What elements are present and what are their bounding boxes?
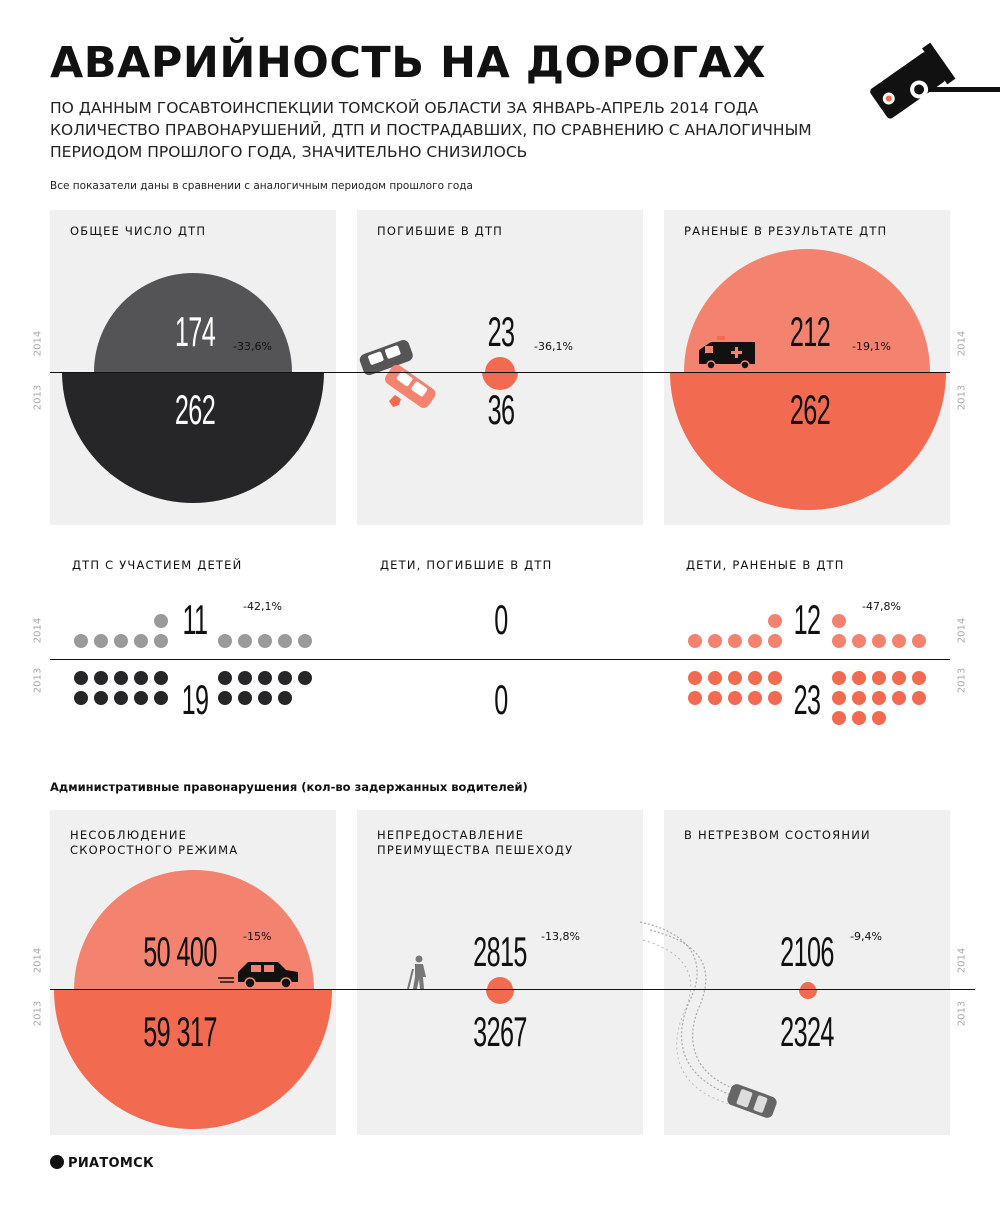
change-deaths: -36,1% xyxy=(534,340,573,353)
panel-title: ПОГИБШИЕ В ДТП xyxy=(377,224,504,238)
change-total: -33,6% xyxy=(233,340,272,353)
value-2014-children-injured: 12 xyxy=(793,596,821,643)
value-2013-drunk: 2324 xyxy=(780,1008,834,1055)
value-2013-total: 262 xyxy=(174,386,216,433)
year-label-2013: 2013 xyxy=(32,667,44,694)
skid-marks xyxy=(640,922,740,1098)
panel-title: В НЕТРЕЗВОМ СОСТОЯНИИ xyxy=(684,828,871,842)
year-label-2014: 2014 xyxy=(956,947,968,974)
drifting-car-icon xyxy=(726,1082,778,1120)
year-label-2013: 2013 xyxy=(956,1000,968,1027)
value-2014-deaths: 23 xyxy=(487,308,515,355)
comparison-note: Все показатели даны в сравнении с аналогичным периодом прошлого года xyxy=(50,180,473,192)
panel-title: ОБЩЕЕ ЧИСЛО ДТП xyxy=(70,224,207,238)
value-2013-children-deaths: 0 xyxy=(494,676,508,723)
change-children-injured: -47,8% xyxy=(862,600,901,613)
change-pedestrian: -13,8% xyxy=(541,930,580,943)
value-2013-injured: 262 xyxy=(789,386,831,433)
change-drunk: -9,4% xyxy=(850,930,882,943)
change-speeding: -15% xyxy=(243,930,272,943)
skid-marks-3 xyxy=(643,940,733,1105)
panel-title: РАНЕНЫЕ В РЕЗУЛЬТАТЕ ДТП xyxy=(684,224,888,238)
value-2013-deaths: 36 xyxy=(487,386,515,433)
value-2013-children-accidents: 19 xyxy=(181,676,209,723)
page-title: АВАРИЙНОСТЬ НА ДОРОГАХ xyxy=(50,38,766,88)
value-2014-injured: 212 xyxy=(789,308,831,355)
year-label-2013: 2013 xyxy=(32,1000,44,1027)
logo-text: РИАТОМСК xyxy=(68,1156,154,1171)
panel-title-children-injured: ДЕТИ, РАНЕНЫЕ В ДТП xyxy=(686,558,845,572)
value-2013-pedestrian: 3267 xyxy=(473,1008,527,1055)
value-2014-children-deaths: 0 xyxy=(494,596,508,643)
year-label-2014: 2014 xyxy=(956,617,968,644)
divider-row3 xyxy=(50,989,975,990)
elderly-pedestrian-icon xyxy=(404,955,434,991)
year-label-2014: 2014 xyxy=(32,330,44,357)
value-2014-total: 174 xyxy=(174,308,216,355)
year-label-2013: 2013 xyxy=(32,384,44,411)
value-2014-children-accidents: 11 xyxy=(182,596,208,643)
panel-title: НЕСОБЛЮДЕНИЕ СКОРОСТНОГО РЕЖИМА xyxy=(70,828,239,857)
section-admin-title: Административные правонарушения (кол-во задержанных водителей) xyxy=(50,780,528,794)
ria-tomsk-logo xyxy=(50,1155,154,1171)
value-2014-pedestrian: 2815 xyxy=(473,928,527,975)
panel-title-children-accidents: ДТП С УЧАСТИЕМ ДЕТЕЙ xyxy=(72,558,243,572)
year-label-2013: 2013 xyxy=(956,667,968,694)
panel-title: НЕПРЕДОСТАВЛЕНИЕ ПРЕИМУЩЕСТВА ПЕШЕХОДУ xyxy=(377,828,574,857)
semicircle-2013-pedestrian xyxy=(486,990,514,1004)
year-label-2013: 2013 xyxy=(956,384,968,411)
year-label-2014: 2014 xyxy=(32,947,44,974)
panel-title-children-deaths: ДЕТИ, ПОГИБШИЕ В ДТП xyxy=(380,558,553,572)
skid-marks-2 xyxy=(650,930,745,1092)
value-2013-speeding: 59 317 xyxy=(143,1008,217,1055)
change-injured: -19,1% xyxy=(852,340,891,353)
year-label-2014: 2014 xyxy=(32,617,44,644)
change-children-accidents: -42,1% xyxy=(243,600,282,613)
value-2014-speeding: 50 400 xyxy=(143,928,217,975)
year-label-2014: 2014 xyxy=(956,330,968,357)
logo-mark-icon xyxy=(50,1155,64,1169)
value-2013-children-injured: 23 xyxy=(793,676,821,723)
page-subtitle: ПО ДАННЫМ ГОСАВТОИНСПЕКЦИИ ТОМСКОЙ ОБЛАСТИ ЗА ЯНВАРЬ-АПРЕЛЬ 2014 ГОДА КОЛИЧЕСТВО ПРАВОНАРУШЕНИЙ, ДТП И ПОСТРАДАВШИХ, ПО СРАВНЕНИЮ С АНАЛОГИЧНЫМ ПЕРИОДОМ ПРОШЛОГО ГОДА, ЗНАЧИТЕЛЬНО СНИЗИЛОСЬ xyxy=(50,99,812,161)
value-2014-drunk: 2106 xyxy=(780,928,834,975)
semicircle-2013-drunk xyxy=(799,990,817,999)
